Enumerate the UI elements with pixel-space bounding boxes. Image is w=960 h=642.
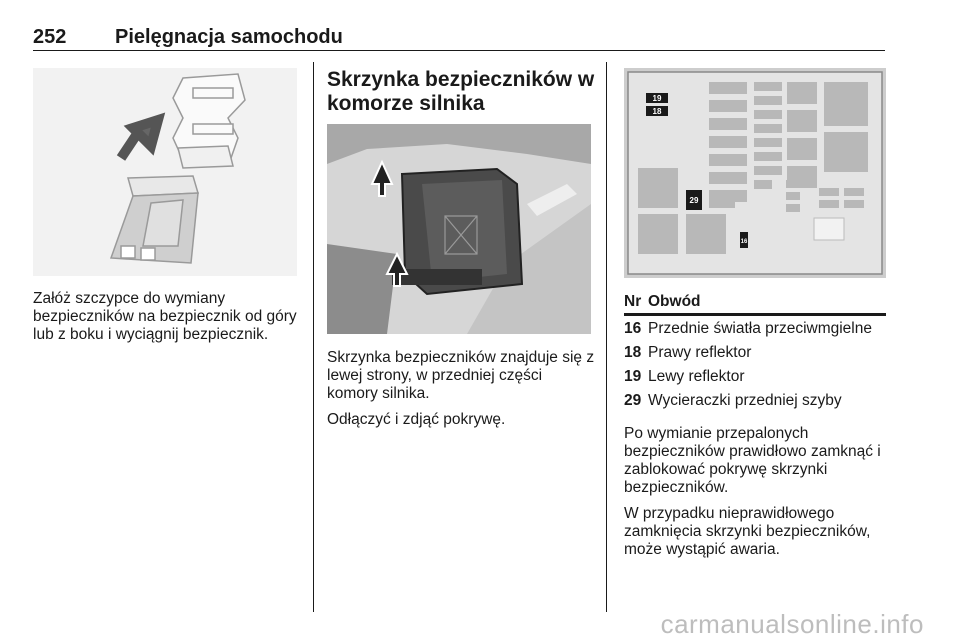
right-paragraph-2: W przypadku nieprawidłowego zamknięcia skrzynki bezpieczników, może wystąpić awaria.	[624, 505, 871, 558]
fuse-number: 19	[624, 368, 642, 385]
fuse-number: 16	[624, 320, 642, 337]
fuse-table	[624, 293, 886, 412]
page-title: Pielęgnacja samochodu	[115, 26, 343, 48]
fuse-circuit: Wycieraczki przedniej szyby	[648, 392, 842, 409]
fuse-label-16: 16	[740, 239, 748, 245]
fuse-label-19: 19	[652, 94, 662, 103]
fuse-puller-illustration	[33, 68, 297, 276]
middle-column-text	[327, 349, 595, 437]
fuse-table-header	[624, 293, 886, 315]
table-row	[624, 364, 886, 388]
fuse-number: 18	[624, 344, 642, 361]
engine-compartment-photo	[327, 124, 591, 334]
watermark: carmanualsonline.info	[660, 609, 924, 639]
fuse-circuit: Przednie światła przeciwmgielne	[648, 320, 872, 337]
column-divider-right	[606, 62, 607, 612]
table-row	[624, 388, 886, 412]
right-paragraph-1: Po wymianie przepalonych bezpieczników prawidłowo zamknąć i zablokować pokrywę skrzynki bezpieczników.	[624, 425, 881, 496]
page-number: 252	[33, 26, 67, 48]
middle-paragraph-2: Odłączyć i zdjąć pokrywę.	[327, 411, 506, 428]
column-header-circuit: Obwód	[648, 293, 886, 315]
header-rule	[33, 50, 885, 51]
section-heading: Skrzynka bezpieczników w komorze silnika	[327, 68, 595, 115]
right-column-text	[624, 425, 892, 567]
column-header-nr: Nr	[624, 293, 648, 315]
table-row	[624, 340, 886, 364]
fuse-label-18: 18	[652, 107, 662, 116]
fuse-circuit: Prawy reflektor	[648, 344, 752, 361]
fuse-circuit: Lewy reflektor	[648, 368, 745, 385]
page-header	[33, 12, 885, 52]
fuse-box-diagram	[624, 68, 886, 278]
fuse-label-29: 29	[689, 196, 699, 205]
middle-paragraph-1: Skrzynka bezpieczników znajduje się z lewej strony, w przedniej części komory silnika.	[327, 349, 595, 402]
left-column-text	[33, 290, 297, 352]
left-paragraph: Załóż szczypce do wymiany bezpieczników na bezpiecznik od góry lub z boku i wyciągnij bezpiecznik.	[33, 290, 297, 343]
fuse-number: 29	[624, 392, 642, 409]
table-row	[624, 315, 886, 341]
column-divider-left	[313, 62, 314, 612]
